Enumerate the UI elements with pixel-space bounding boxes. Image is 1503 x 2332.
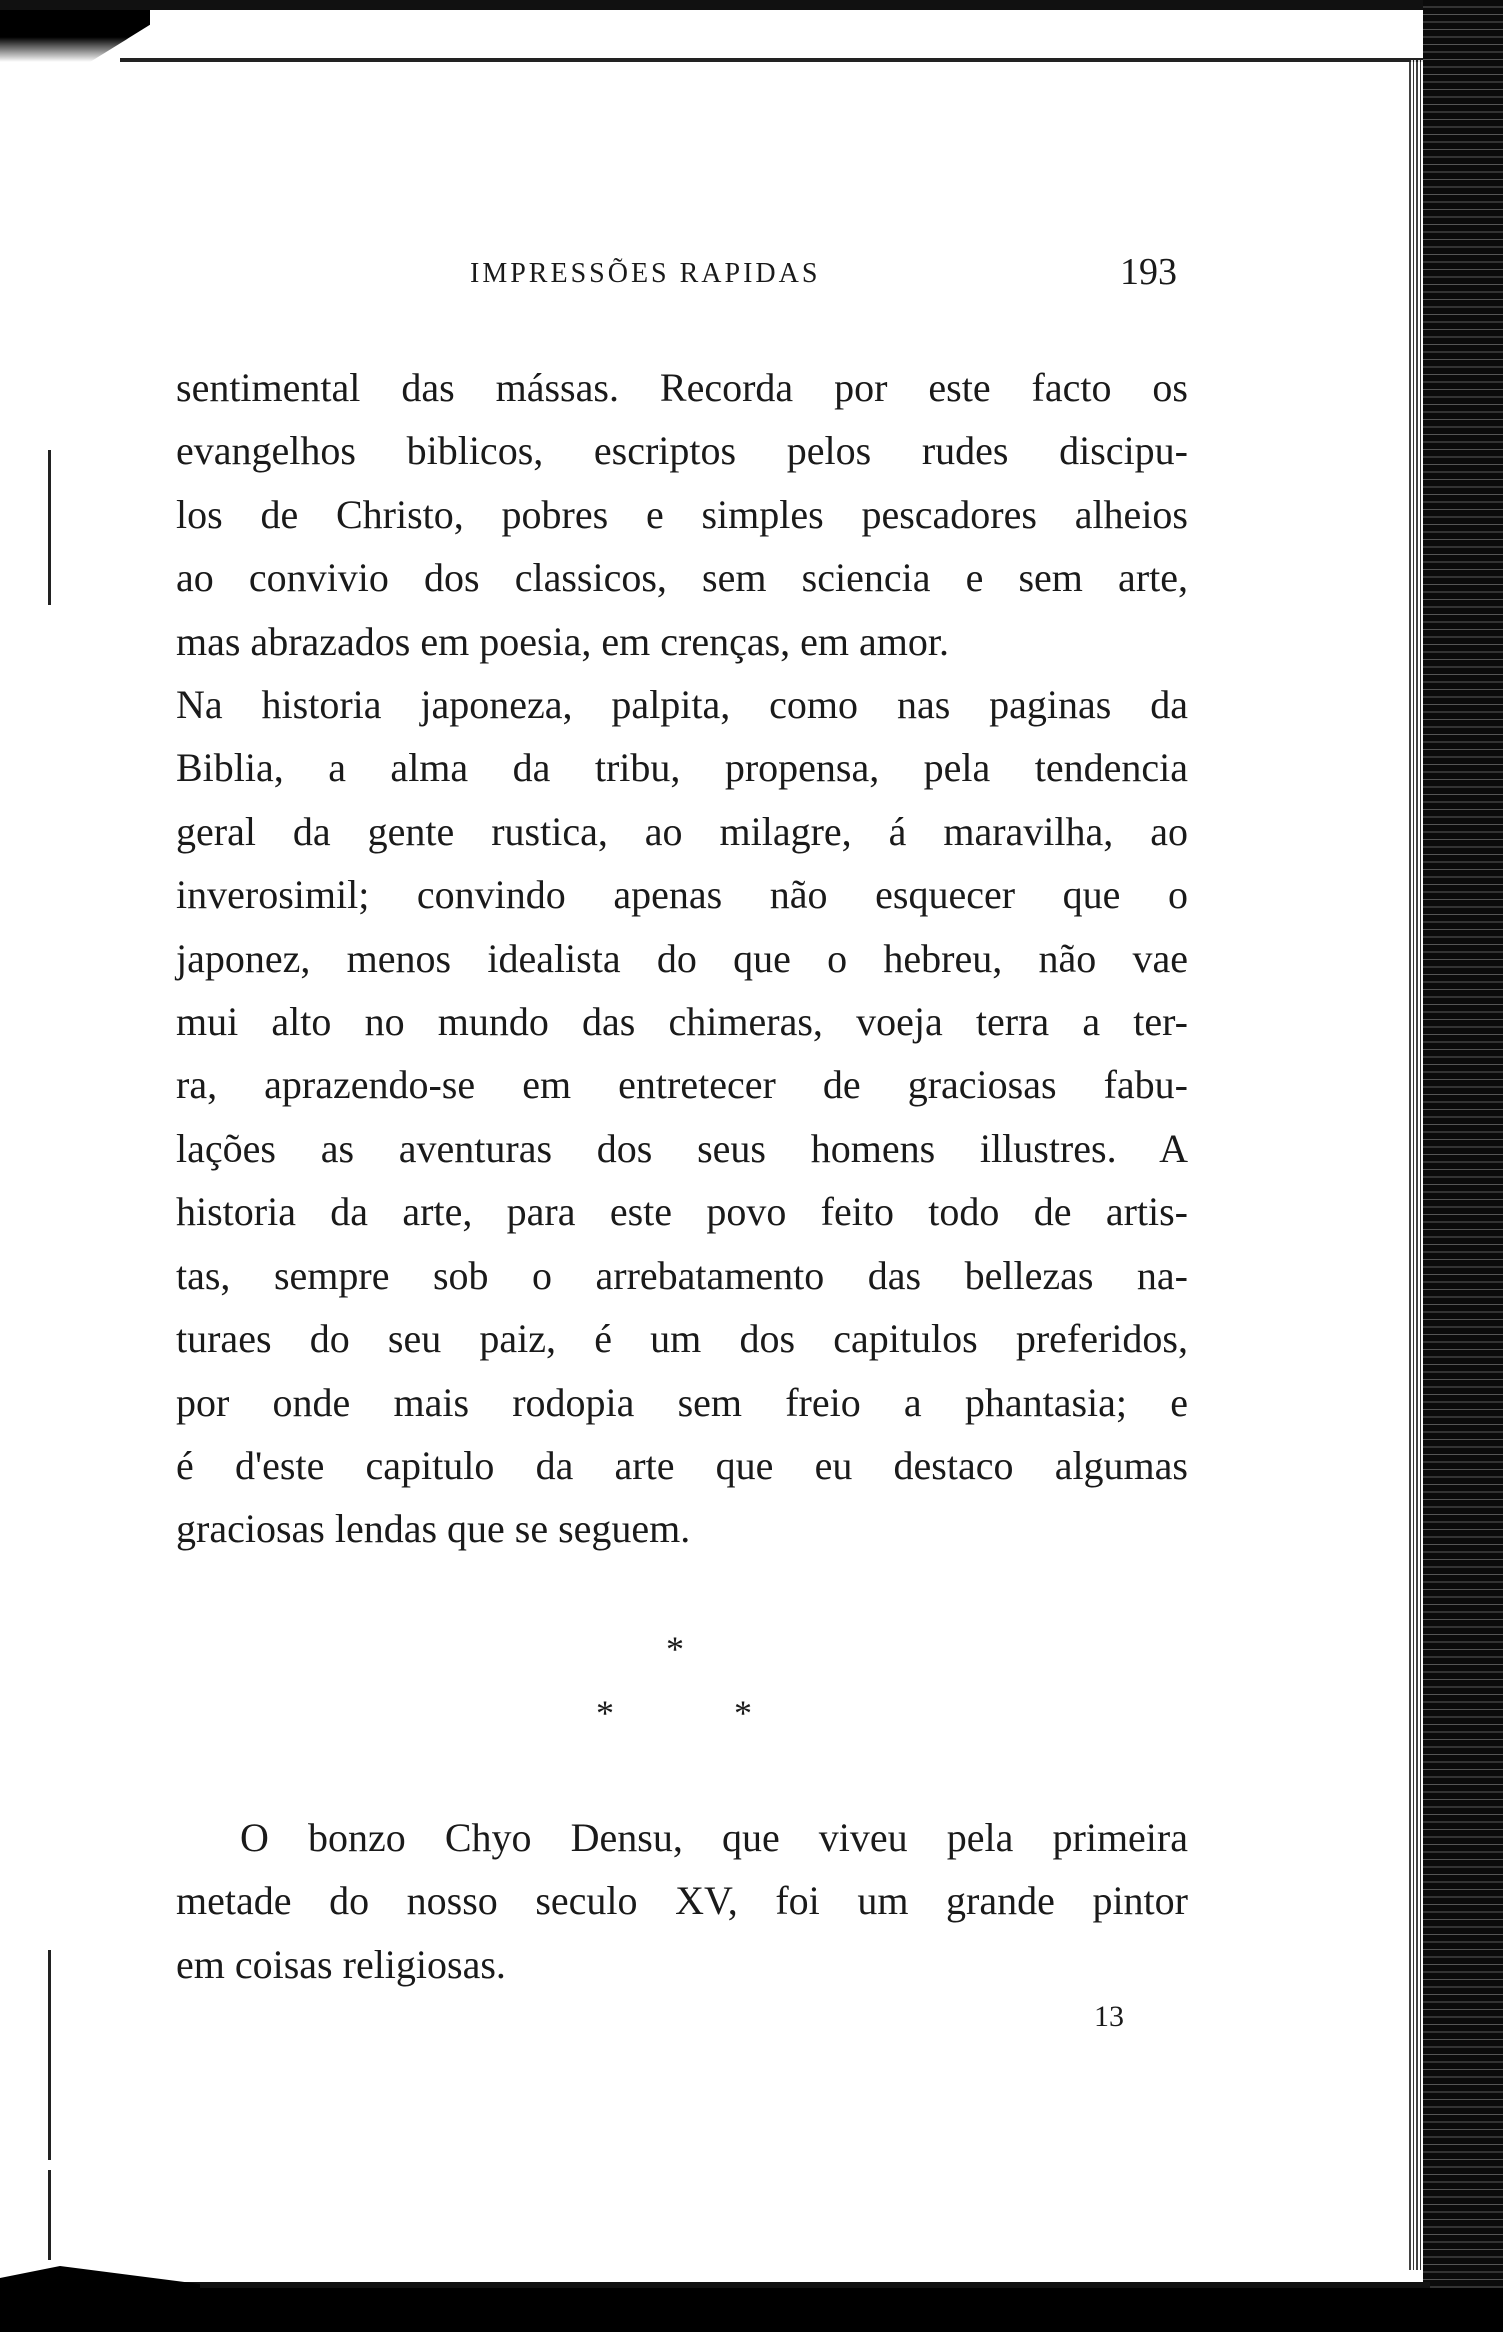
margin-mark <box>48 2170 51 2260</box>
text-line: mas abrazados em poesia, em crenças, em amor. <box>176 618 950 664</box>
body-paragraph <box>176 356 1188 1561</box>
margin-mark <box>48 1950 51 2160</box>
second-paragraph <box>176 1806 1188 1996</box>
page-edge-line <box>120 58 1440 62</box>
asterism-star: * <box>596 1693 614 1733</box>
text-line: Biblia, a alma da tribu, propensa, pela tendencia <box>176 745 1188 791</box>
signature-mark: 13 <box>1094 2000 1124 2033</box>
asterism-star: * <box>734 1693 752 1733</box>
text-line: em coisas religiosas. <box>176 1941 506 1987</box>
asterism-star: * <box>666 1629 684 1669</box>
text-line: por onde mais rodopia sem freio a phantasia; e <box>176 1379 1188 1425</box>
text-line: tas, sempre sob o arrebatamento das bellezas na- <box>176 1252 1188 1298</box>
text-line: sentimental das mássas. Recorda por este facto os <box>176 365 1188 410</box>
text-line: metade do nosso seculo XV, foi um grande pintor <box>176 1878 1188 1924</box>
scan-edge-top <box>0 0 1460 10</box>
text-line: lações as aventuras dos seus homens illustres. A <box>176 1125 1188 1171</box>
text-line: inverosimil; convindo apenas não esquecer que o <box>176 872 1188 918</box>
book-gutter <box>1409 60 1423 2270</box>
text-line: ao convivio dos classicos, sem sciencia e sem arte, <box>176 555 1188 601</box>
text-line: Na historia japoneza, palpita, como nas paginas da <box>176 682 1188 728</box>
text-line: mui alto no mundo das chimeras, voeja terra a ter- <box>176 999 1188 1045</box>
text-line: O bonzo Chyo Densu, que viveu pela primeira <box>240 1815 1188 1860</box>
running-title: IMPRESSÕES RAPIDAS <box>470 258 821 289</box>
scan-edge-right <box>1423 0 1503 2332</box>
scan-artifact-bottom-left <box>0 2250 200 2290</box>
margin-mark <box>48 450 51 605</box>
text-line: los de Christo, pobres e simples pescadores alheios <box>176 491 1188 537</box>
text-line: graciosas lendas que se seguem. <box>176 1506 691 1552</box>
page-number: 193 <box>1120 251 1177 293</box>
text-line: historia da arte, para este povo feito todo de artis- <box>176 1189 1188 1235</box>
text-line: é d'este capitulo da arte que eu destaco algumas <box>176 1442 1188 1488</box>
text-line: geral da gente rustica, ao milagre, á maravilha, ao <box>176 808 1188 854</box>
text-line: turaes do seu paiz, é um dos capitulos preferidos, <box>176 1316 1188 1362</box>
text-line: ra, aprazendo-se em entretecer de graciosas fabu- <box>176 1062 1188 1108</box>
text-line: evangelhos biblicos, escriptos pelos rudes discipu- <box>176 428 1188 474</box>
scan-edge-bottom <box>0 2288 1503 2332</box>
text-line: japonez, menos idealista do que o hebreu, não vae <box>176 935 1188 981</box>
